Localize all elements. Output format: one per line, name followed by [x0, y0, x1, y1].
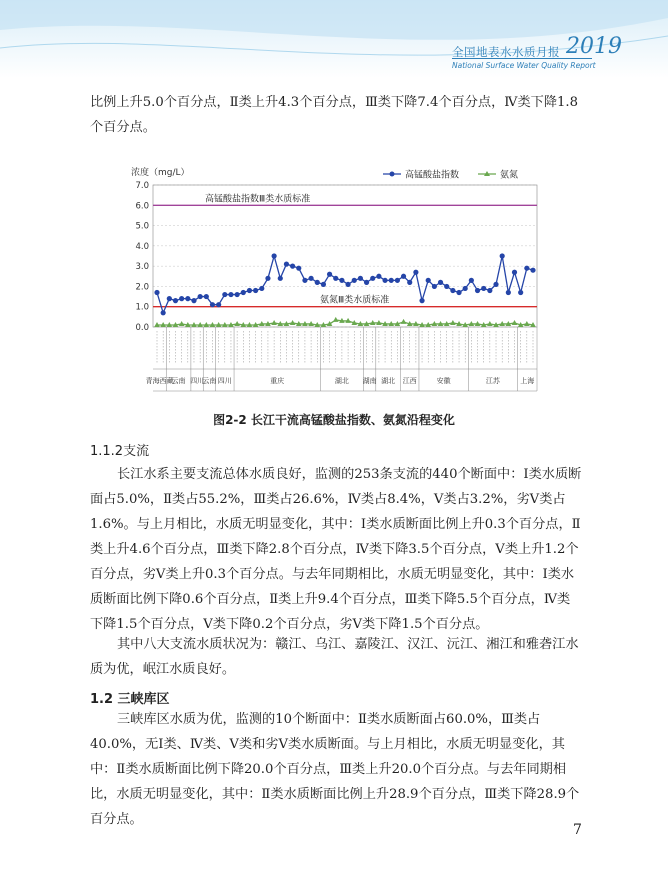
data-point — [272, 253, 277, 258]
page-number: 7 — [573, 822, 582, 838]
province-label: 四川 — [190, 377, 205, 385]
data-point — [253, 288, 258, 293]
y-tick-label: 5.0 — [135, 221, 149, 232]
data-point — [432, 284, 437, 289]
data-point — [290, 320, 296, 325]
data-point — [333, 276, 338, 281]
report-title-en: National Surface Water Quality Report — [452, 61, 596, 70]
chart-figure — [125, 160, 545, 400]
data-point — [530, 268, 535, 273]
data-point — [216, 302, 221, 307]
data-point — [339, 278, 344, 283]
data-point — [419, 298, 424, 303]
data-point — [450, 288, 455, 293]
legend-entry: 氨氮 — [500, 170, 519, 181]
data-point — [259, 286, 264, 291]
data-point — [407, 280, 412, 285]
data-point — [167, 296, 172, 301]
province-label: 上海 — [520, 377, 535, 385]
data-point — [204, 294, 209, 299]
data-point — [247, 288, 252, 293]
figure-caption: 图2-2 长江干流高锰酸盐指数、氨氮沿程变化 — [213, 413, 455, 427]
report-year: 2019 — [566, 34, 622, 59]
province-label: 云南 — [202, 377, 217, 385]
data-point — [518, 290, 523, 295]
data-point — [456, 290, 461, 295]
legend-marker — [390, 172, 395, 177]
data-point — [500, 253, 505, 258]
data-point — [185, 296, 190, 301]
province-label: 四川 — [217, 377, 232, 385]
y-axis-label: 浓度（mg/L） — [131, 168, 190, 178]
data-point — [364, 280, 369, 285]
reference-line-label: 高锰酸盐指数Ⅲ类水质标准 — [205, 194, 311, 205]
data-point — [475, 288, 480, 293]
data-point — [234, 321, 240, 326]
data-point — [327, 272, 332, 277]
data-point — [154, 290, 159, 295]
data-point — [376, 274, 381, 279]
data-point — [179, 321, 185, 326]
paragraph-tributaries: 长江水系主要支流总体水质良好，监测的253条支流的440个断面中：Ⅰ类水质断面占5.0%，Ⅱ类占55.2%，Ⅲ类占26.6%，Ⅳ类占8.4%，Ⅴ类占3.2%，劣Ⅴ类占1.6%。与上月相比，水质无明显变化，其中：Ⅰ类水质断面比例上升0.3个百分点，Ⅱ类上升4.6个百分点，Ⅲ类下降2.8个百分点，Ⅳ类下降3.5个百分点，Ⅴ类上升1.2个百分点，劣Ⅴ类上升0.3个百分点。与去年同期相比，水质无明显变化，其中：Ⅰ类水质断面比例下降0.6个百分点，Ⅱ类上升9.4个百分点，Ⅲ类下降5.5个百分点，Ⅳ类下降1.5个百分点，Ⅴ类下降0.2个百分点，劣Ⅴ类下降1.5个百分点。 — [90, 467, 582, 632]
data-point — [426, 278, 431, 283]
data-point — [463, 286, 468, 291]
data-point — [198, 294, 203, 299]
section-heading-1-1-2: 1.1.2支流 — [90, 444, 150, 459]
y-tick-label: 1.0 — [135, 302, 149, 313]
data-point — [302, 278, 307, 283]
data-point — [210, 302, 215, 307]
data-point — [228, 292, 233, 297]
province-label: 湖北 — [381, 377, 396, 385]
data-point — [161, 310, 166, 315]
data-point — [401, 319, 407, 324]
data-point — [512, 320, 518, 325]
paragraph-eight-tributaries: 其中八大支流水质状况为：赣江、乌江、嘉陵江、汉江、沅江、湘江和雅砻江水质为优，岷江水质良好。 — [90, 637, 579, 677]
data-point — [358, 276, 363, 281]
data-point — [481, 286, 486, 291]
data-point — [382, 278, 387, 283]
paragraph-three-gorges: 三峡库区水质为优，监测的10个断面中：Ⅱ类水质断面占60.0%，Ⅲ类占40.0%，无Ⅰ类、Ⅳ类、Ⅴ类和劣Ⅴ类水质断面。与上月相比，水质无明显变化，其中：Ⅱ类水质断面比例下降20.0个百分点，Ⅲ类上升20.0个百分点。与去年同期相比，水质无明显变化，其中：Ⅱ类水质断面比例上升28.9个百分点，Ⅲ类下降28.9个百分点。 — [90, 712, 580, 827]
data-point — [271, 320, 277, 325]
data-point — [222, 292, 227, 297]
legend-entry: 高锰酸盐指数 — [405, 170, 460, 181]
data-point — [315, 280, 320, 285]
data-point — [524, 321, 530, 326]
province-label: 湖南 — [362, 377, 377, 385]
data-point — [265, 276, 270, 281]
data-point — [389, 278, 394, 283]
data-point — [450, 320, 456, 325]
data-point — [413, 270, 418, 275]
data-point — [487, 321, 493, 326]
province-label: 江苏 — [485, 377, 500, 385]
data-point — [321, 282, 326, 287]
paragraph-intro: 比例上升5.0个百分点，Ⅱ类上升4.3个百分点，Ⅲ类下降7.4个百分点，Ⅳ类下降1.8个百分点。 — [90, 95, 578, 135]
data-point — [524, 266, 529, 271]
data-point — [493, 282, 498, 287]
reference-line-label: 氨氮Ⅲ类水质标准 — [320, 295, 390, 306]
data-point — [327, 321, 333, 326]
data-point — [469, 278, 474, 283]
y-tick-label: 2.0 — [135, 282, 149, 293]
data-point — [308, 276, 313, 281]
data-point — [487, 288, 492, 293]
province-label: 安徽 — [436, 377, 451, 385]
data-point — [179, 296, 184, 301]
data-point — [235, 292, 240, 297]
report-title-cn: 全国地表水水质月报 — [452, 45, 560, 59]
province-label: 云南 — [171, 377, 186, 385]
chart-svg — [125, 160, 545, 400]
data-point — [438, 280, 443, 285]
data-point — [345, 282, 350, 287]
province-label: 江西 — [402, 377, 417, 385]
data-point — [333, 317, 339, 322]
data-point — [278, 276, 283, 281]
section-heading-1-2: 1.2 三峡库区 — [90, 692, 170, 707]
y-tick-label: 7.0 — [135, 181, 149, 191]
province-label: 湖北 — [334, 377, 349, 385]
data-point — [395, 278, 400, 283]
y-tick-label: 3.0 — [135, 262, 149, 273]
data-point — [444, 284, 449, 289]
data-point — [401, 274, 406, 279]
data-point — [284, 262, 289, 267]
y-tick-label: 0.0 — [135, 323, 149, 333]
data-point — [512, 270, 517, 275]
data-point — [173, 298, 178, 303]
data-point — [506, 290, 511, 295]
data-point — [370, 276, 375, 281]
y-tick-label: 6.0 — [135, 201, 149, 212]
data-point — [191, 298, 196, 303]
y-tick-label: 4.0 — [135, 241, 149, 252]
province-label: 重庆 — [270, 377, 285, 385]
data-point — [296, 266, 301, 271]
data-point — [241, 290, 246, 295]
province-label: 青海西藏 — [145, 377, 174, 385]
data-point — [352, 278, 357, 283]
data-point — [290, 264, 295, 269]
